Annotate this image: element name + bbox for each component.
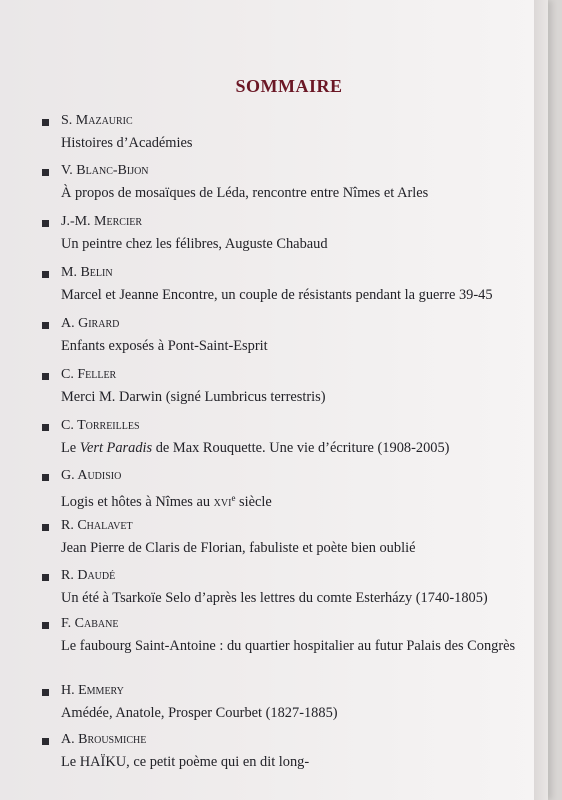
bullet-icon: [42, 689, 49, 696]
page-edge: [534, 0, 548, 800]
bullet-icon: [42, 524, 49, 531]
bullet-icon: [42, 119, 49, 126]
bullet-icon: [42, 373, 49, 380]
entry-title: Merci M. Darwin (signé Lumbricus terrestris): [61, 389, 326, 405]
entry-author: V. Blanc-Bijon: [61, 163, 149, 178]
entry-title-century: xvi: [213, 494, 232, 510]
bullet-icon: [42, 738, 49, 745]
entry-title: À propos de mosaïques de Léda, rencontre entre Nîmes et Arles: [61, 185, 429, 201]
entry-title: Le HAÏKU, ce petit poème qui en dit long-: [61, 754, 310, 770]
bullet-icon: [42, 322, 49, 329]
entry-author: H. Emmery: [61, 683, 124, 698]
bullet-icon: [42, 474, 49, 481]
bullet-icon: [42, 424, 49, 431]
entry-author: F. Cabane: [61, 616, 119, 631]
bullet-icon: [42, 169, 49, 176]
entry-author: J.-M. Mercier: [61, 214, 143, 229]
bullet-icon: [42, 622, 49, 629]
entry-author: C. Torreilles: [61, 418, 140, 433]
entry-author: R. Chalavet: [61, 518, 133, 533]
entry-title: [61, 489, 531, 511]
entry-title: [61, 439, 531, 457]
entry-title-part: siècle: [235, 494, 272, 510]
entry-author: M. Belin: [61, 265, 113, 280]
entry-title: Enfants exposés à Pont-Saint-Esprit: [61, 338, 268, 354]
entry-title-part: Le: [61, 440, 80, 456]
entry-title-part: Logis et hôtes à Nîmes au: [61, 494, 214, 510]
entry-title: Jean Pierre de Claris de Florian, fabuliste et poète bien oublié: [61, 540, 416, 556]
entry-author: A. Brousmiche: [61, 732, 147, 747]
entry-title: Le faubourg Saint-Antoine : du quartier hospitalier au futur Palais des Congrès: [61, 638, 516, 654]
bullet-icon: [42, 220, 49, 227]
entry-title: Un été à Tsarkoïe Selo d’après les lettres du comte Esterházy (1740-1805): [61, 590, 488, 606]
entry-title: Marcel et Jeanne Encontre, un couple de résistants pendant la guerre 39-45: [61, 287, 493, 303]
bullet-icon: [42, 271, 49, 278]
entry-title-part: de Max Rouquette. Une vie d’écriture (1908-2005): [152, 440, 450, 456]
bullet-icon: [42, 574, 49, 581]
entry-author: G. Audisio: [61, 468, 122, 483]
entry-title: Histoires d’Académies: [61, 135, 193, 151]
entry-author: R. Daudé: [61, 568, 116, 583]
entry-title: Un peintre chez les félibres, Auguste Chabaud: [61, 236, 328, 252]
entry-title-italic: Vert Paradis: [79, 440, 153, 456]
entry-author: S. Mazauric: [61, 113, 133, 128]
entry-author: A. Girard: [61, 316, 120, 331]
entry-author: C. Feller: [61, 367, 117, 382]
page-title: SOMMAIRE: [235, 76, 343, 96]
entry-title: Amédée, Anatole, Prosper Courbet (1827-1885): [61, 705, 338, 721]
entry-title-superscript: e: [231, 493, 236, 503]
